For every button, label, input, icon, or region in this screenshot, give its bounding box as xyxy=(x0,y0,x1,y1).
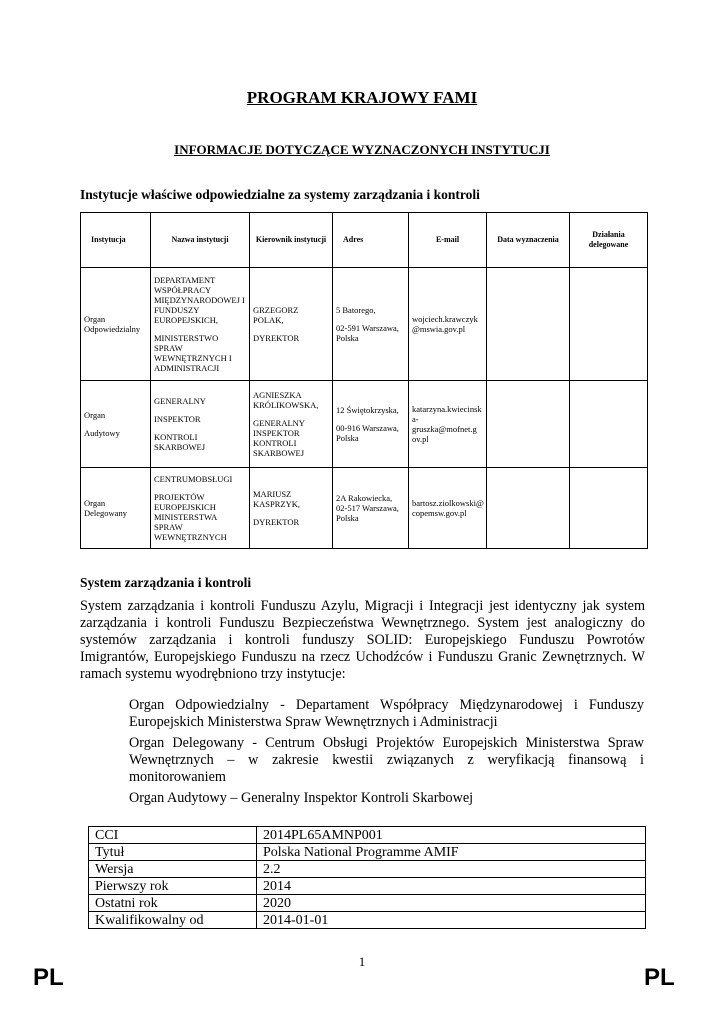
meta-row xyxy=(89,895,646,912)
column-header: Działania delegowane xyxy=(570,213,648,268)
date-cell xyxy=(487,381,570,468)
head-cell xyxy=(250,381,333,468)
address-line: 5 Batorego, xyxy=(336,305,376,315)
date-cell xyxy=(487,268,570,381)
address-cell xyxy=(333,381,409,468)
page-number: 1 xyxy=(358,954,366,969)
email-cell: bartosz.ziolkowski@ copemsw.gov.pl xyxy=(409,468,487,549)
meta-key: Ostatni rok xyxy=(89,895,257,912)
meta-row xyxy=(89,844,646,861)
address-cell: 2A Rakowiecka, 02-517 Warszawa, Polska xyxy=(333,468,409,549)
meta-value: 2020 xyxy=(257,895,646,912)
column-header: Adres xyxy=(333,213,409,268)
meta-key: Kwalifikowalny od xyxy=(89,912,257,929)
head-line: AGNIESZKA KRÓLIKOWSKA, xyxy=(253,390,319,410)
name-line: GENERALNY xyxy=(154,396,206,406)
meta-key: Pierwszy rok xyxy=(89,878,257,895)
column-header: Data wyznaczenia xyxy=(487,213,570,268)
meta-key: Wersja xyxy=(89,861,257,878)
head-line: MARIUSZ KASPRZYK, xyxy=(253,489,300,509)
institution-line: Audytowy xyxy=(84,428,120,438)
system-paragraph: System zarządzania i kontroli Funduszu Azylu, Migracji i Integracji jest identyczny jak system zarządzania i kontroli Funduszu Bezpieczeństwa Wewnętrznego. System jest analogiczny do systemów zarządzania i kontroli funduszy SOLID: Europejskiego Funduszu Powrotów Imigrantów, Europejskiego Funduszu na rzecz Uchodźców i Funduszu Granic Zewnętrznych. W ramach systemu wyodrębniono trzy instytucje: xyxy=(80,598,645,682)
column-header: Kierownik instytucji xyxy=(250,213,333,268)
institution-cell: Organ Delegowany xyxy=(81,468,151,549)
list-item: Organ Delegowany - Centrum Obsługi Projektów Europejskich Ministerstwa Spraw Wewnętrznych – w zakresie kwestii związanych z weryfikacją finansową i monitorowaniem xyxy=(129,735,644,785)
head-line: DYREKTOR xyxy=(253,333,300,343)
institution-line: Organ xyxy=(84,410,106,420)
delegated-cell xyxy=(570,468,648,549)
footer-language-code-left: PL xyxy=(33,964,64,991)
institutions-heading: Instytucje właściwe odpowiedzialne za systemy zarządzania i kontroli xyxy=(80,187,480,202)
institutions-table xyxy=(80,212,648,549)
institutions-list xyxy=(129,697,644,811)
head-cell xyxy=(250,268,333,381)
institution-cell: Organ Odpowiedzialny xyxy=(81,268,151,381)
name-line: PROJEKTÓW EUROPEJSKICH MINISTERSTWA SPRAW WEWNĘTRZNYCH xyxy=(154,492,227,542)
table-row xyxy=(81,468,648,549)
column-header: E-mail xyxy=(409,213,487,268)
table-row xyxy=(81,381,648,468)
name-line: MINISTERSTWO SPRAW WEWNĘTRZNYCH I ADMINISTRACJI xyxy=(154,333,232,373)
meta-row xyxy=(89,861,646,878)
name-line: KONTROLI SKARBOWEJ xyxy=(154,432,206,452)
email-cell: katarzyna.kwiecinsk a-gruszka@mofnet.g ov.pl xyxy=(409,381,487,468)
column-header: Instytucja xyxy=(81,213,151,268)
meta-row xyxy=(89,827,646,844)
table-header-row xyxy=(81,213,648,268)
section-subtitle: INFORMACJE DOTYCZĄCE WYZNACZONYCH INSTYTUCJI xyxy=(174,142,550,157)
footer-language-code-right: PL xyxy=(644,964,675,991)
name-line: INSPEKTOR xyxy=(154,414,201,424)
name-cell xyxy=(151,381,250,468)
list-item: Organ Audytowy – Generalny Inspektor Kontroli Skarbowej xyxy=(129,790,474,806)
page-title: PROGRAM KRAJOWY FAMI xyxy=(246,88,478,107)
head-cell xyxy=(250,468,333,549)
delegated-cell xyxy=(570,268,648,381)
meta-value: 2014-01-01 xyxy=(257,912,646,929)
head-line: GENERALNY INSPEKTOR KONTROLI SKARBOWEJ xyxy=(253,418,305,458)
programme-meta-table xyxy=(88,826,646,929)
email-cell: wojciech.krawczyk @mswia.gov.pl xyxy=(409,268,487,381)
system-heading: System zarządzania i kontroli xyxy=(80,575,252,590)
institution-cell xyxy=(81,381,151,468)
meta-row xyxy=(89,878,646,895)
meta-row xyxy=(89,912,646,929)
address-cell xyxy=(333,268,409,381)
address-line: 02-591 Warszawa, Polska xyxy=(336,323,399,343)
head-line: GRZEGORZ POLAK, xyxy=(253,305,299,325)
meta-key: CCI xyxy=(89,827,257,844)
delegated-cell xyxy=(570,381,648,468)
date-cell xyxy=(487,468,570,549)
meta-value: 2014PL65AMNP001 xyxy=(257,827,646,844)
address-line: 12 Świętokrzyska, xyxy=(336,405,399,415)
meta-key: Tytuł xyxy=(89,844,257,861)
name-line: DEPARTAMENT WSPÓŁPRACY MIĘDZYNARODOWEJ I FUNDUSZY EUROPEJSKICH, xyxy=(154,275,245,325)
name-cell xyxy=(151,468,250,549)
column-header: Nazwa instytucji xyxy=(151,213,250,268)
meta-value: 2.2 xyxy=(257,861,646,878)
address-line: 00-916 Warszawa, Polska xyxy=(336,423,399,443)
meta-value: Polska National Programme AMIF xyxy=(257,844,646,861)
name-cell xyxy=(151,268,250,381)
list-item: Organ Odpowiedzialny - Departament Współpracy Międzynarodowej i Funduszy Europejskich Ministerstwa Spraw Wewnętrznych i Administracji xyxy=(129,697,644,730)
table-row xyxy=(81,268,648,381)
name-line: CENTRUMOBSŁUGI xyxy=(154,474,233,484)
meta-value: 2014 xyxy=(257,878,646,895)
head-line: DYREKTOR xyxy=(253,517,300,527)
